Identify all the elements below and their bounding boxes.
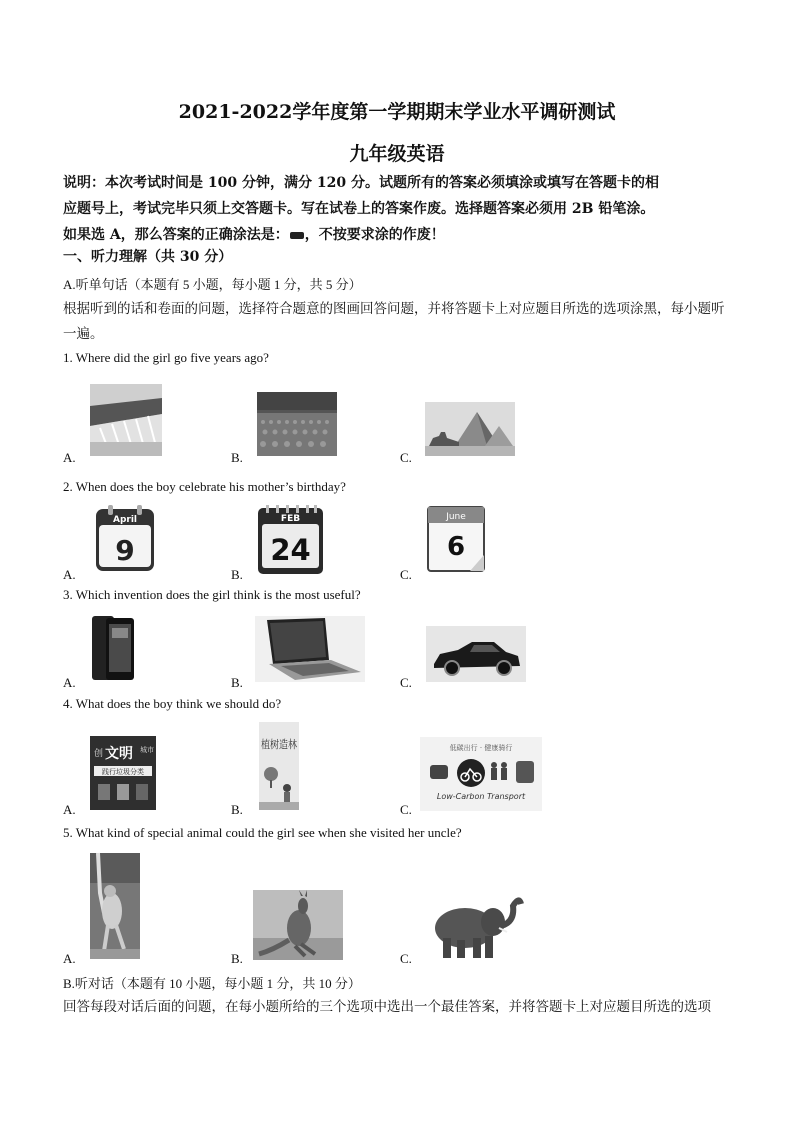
q5-option-c: C. xyxy=(400,951,412,966)
low-carbon-transport-poster-icon xyxy=(420,737,542,811)
calendar-feb-icon xyxy=(257,505,324,575)
q3-option-c: C. xyxy=(400,675,412,690)
question-5: 5. What kind of special animal could the girl see when she visited her uncle? xyxy=(63,825,462,840)
question-2: 2. When does the boy celebrate his mother’s birthday? xyxy=(63,479,346,494)
car-icon xyxy=(426,626,526,682)
question-3: 3. Which invention does the girl think is the most useful? xyxy=(63,587,361,602)
poster-c-top-text: 低碳出行 · 健康骑行 xyxy=(449,744,513,752)
calendar-c-day: 6 xyxy=(446,532,466,562)
poster-c-bottom-text: Low-Carbon Transport xyxy=(436,792,526,801)
notes-line-3 xyxy=(63,222,735,248)
exam-subtitle: 九年级英语 xyxy=(349,143,445,165)
q1-option-a: A. xyxy=(63,450,76,465)
exam-notes xyxy=(63,170,735,248)
calendar-a-day: 9 xyxy=(115,534,135,567)
part-b-title: B.听对话（本题有 10 小题，每小题 1 分，共 10 分） xyxy=(63,976,361,991)
q4-option-c: C. xyxy=(400,802,412,817)
notes-line-1: 说明：本次考试时间是 100 分钟，满分 120 分。试题所有的答案必须填涂或填写在答题卡的相 xyxy=(63,175,659,191)
q4-option-b: B. xyxy=(231,802,243,817)
laptop-icon xyxy=(255,616,365,682)
calendar-c-month: June xyxy=(446,512,466,522)
q1-option-c: C. xyxy=(400,450,412,465)
poster-a-bottom-text: 践行垃圾分类 xyxy=(102,768,144,776)
q2-option-b: B. xyxy=(231,567,243,582)
q2-option-c: C. xyxy=(400,567,412,582)
poster-b-text: 植树造林 xyxy=(261,738,305,751)
section-title: 一、听力理解（共 30 分） xyxy=(63,249,233,265)
terracotta-army-photo-icon xyxy=(257,392,337,456)
part-a-title: A.听单句话（本题有 5 小题，每小题 1 分，共 5 分） xyxy=(63,277,362,292)
poster-a-top-text: 创 xyxy=(94,749,104,759)
smartphone-icon xyxy=(90,614,142,682)
q5-option-a: A. xyxy=(63,951,76,966)
notes-line-2: 应题号上，考试完毕只须上交答题卡。写在试卷上的答案作废。选择题答案必须用 2B 铅笔涂。 xyxy=(63,201,655,217)
calendar-b-month: FEB xyxy=(280,514,301,524)
calendar-a-month: April xyxy=(112,515,138,525)
calendar-april-icon xyxy=(94,505,156,573)
filled-answer-mark-icon xyxy=(290,232,304,239)
q3-option-a: A. xyxy=(63,675,76,690)
gibbon-icon xyxy=(90,853,140,959)
q3-option-b: B. xyxy=(231,675,243,690)
part-b-instruction: 回答每段对话后面的问题，在每小题所给的三个选项中选出一个最佳答案，并将答题卡上对应题目所选的选项 xyxy=(63,999,711,1014)
q2-option-a: A. xyxy=(63,567,76,582)
pyramids-photo-icon xyxy=(425,402,515,456)
notes-line-3-end: ，不按要求涂的作废！ xyxy=(304,227,445,243)
garbage-sorting-poster-icon xyxy=(90,736,156,810)
poster-a-side-text: 城市 xyxy=(140,746,154,754)
kangaroo-icon xyxy=(253,890,343,960)
notes-line-3-start: 如果选 A，那么答案的正确涂法是： xyxy=(63,227,289,243)
elephant-icon xyxy=(421,892,527,962)
calendar-june-icon xyxy=(427,505,485,573)
tree-planting-poster-icon xyxy=(259,722,305,810)
q4-option-a: A. xyxy=(63,802,76,817)
question-4: 4. What does the boy think we should do? xyxy=(63,696,282,711)
dam-photo-icon xyxy=(90,384,162,456)
part-a-instruction: 根据听到的话和卷面的问题，选择符合题意的图画回答问题，并将答题卡上对应题目所选的选项涂黑，每小题听一遍。 xyxy=(63,301,725,341)
q1-option-b: B. xyxy=(231,450,243,465)
poster-a-main-text: 文明 xyxy=(105,746,133,762)
question-1: 1. Where did the girl go five years ago? xyxy=(63,350,269,365)
calendar-b-day: 24 xyxy=(270,533,311,567)
exam-title: 2021-2022学年度第一学期期末学业水平调研测试 xyxy=(178,101,616,123)
q5-option-b: B. xyxy=(231,951,243,966)
